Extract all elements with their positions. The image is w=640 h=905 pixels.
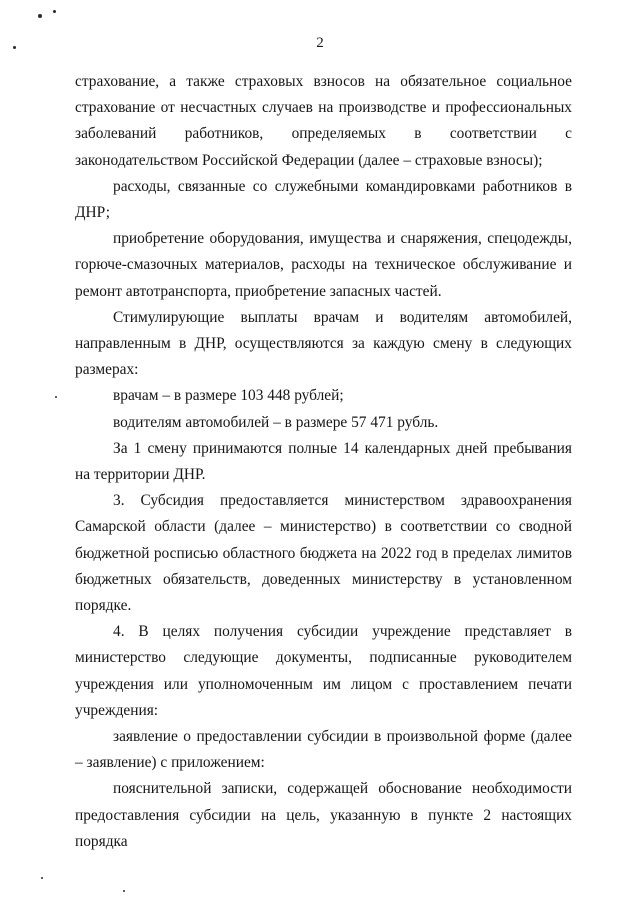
scan-speck [53,10,56,13]
paragraph-doctors-rate: врачам – в размере 103 448 рублей; [113,387,344,405]
scan-speck [123,890,125,892]
scan-speck [55,396,57,398]
paragraph-equipment-purchase: приобретение оборудования, имущества и снаряжения, спецодежды, горюче-смазочных материалов, расходы на техническое обслуживание и ремонт автотранспорта, приобретение запасных частей. [75,230,572,300]
scan-speck [41,877,43,879]
paragraph-application: заявление о предоставлении субсидии в произвольной форме (далее – заявление) с приложением: [75,728,572,772]
paragraph-drivers-rate: водителям автомобилей – в размере 57 471 рубль. [113,413,439,431]
paragraph-shift-definition: За 1 смену принимаются полные 14 календарных дней пребывания на территории ДНР. [75,439,572,484]
scan-speck [38,14,42,18]
document-body [75,69,572,855]
page-number: 2 [316,35,324,51]
paragraph-section-4: 4. В целях получения субсидии учреждение представляет в министерство следующие документы, подписанные руководителем учреждения или уполномоченным им лицом с проставлением печати учреждения: [75,623,572,719]
paragraph-continuation: страхование, а также страховых взносов на обязательное социальное страхование от несчастных случаев на производстве и профессиональных заболеваний работников, определяемых в соответствии с законодательством Российской Федерации (далее – страховые взносы); [75,73,572,169]
paragraph-business-trips: расходы, связанные со служебными командировками работников в ДНР; [75,177,572,222]
paragraph-explanatory-note: пояснительной записки, содержащей обоснование необходимости предоставления субсидии на цель, указанную в пункте 2 настоящих порядка [75,780,572,850]
paragraph-incentive-payments: Стимулирующие выплаты врачам и водителям автомобилей, направленным в ДНР, осуществляются за каждую смену в следующих размерах: [75,308,572,379]
paragraph-section-3: 3. Субсидия предоставляется министерством здравоохранения Самарской области (далее – министерство) в соответствии со сводной бюджетной росписью областного бюджета на 2022 год в пределах лимитов бюджетных обязательств, доведенных министерству в установленном порядке. [75,492,572,615]
